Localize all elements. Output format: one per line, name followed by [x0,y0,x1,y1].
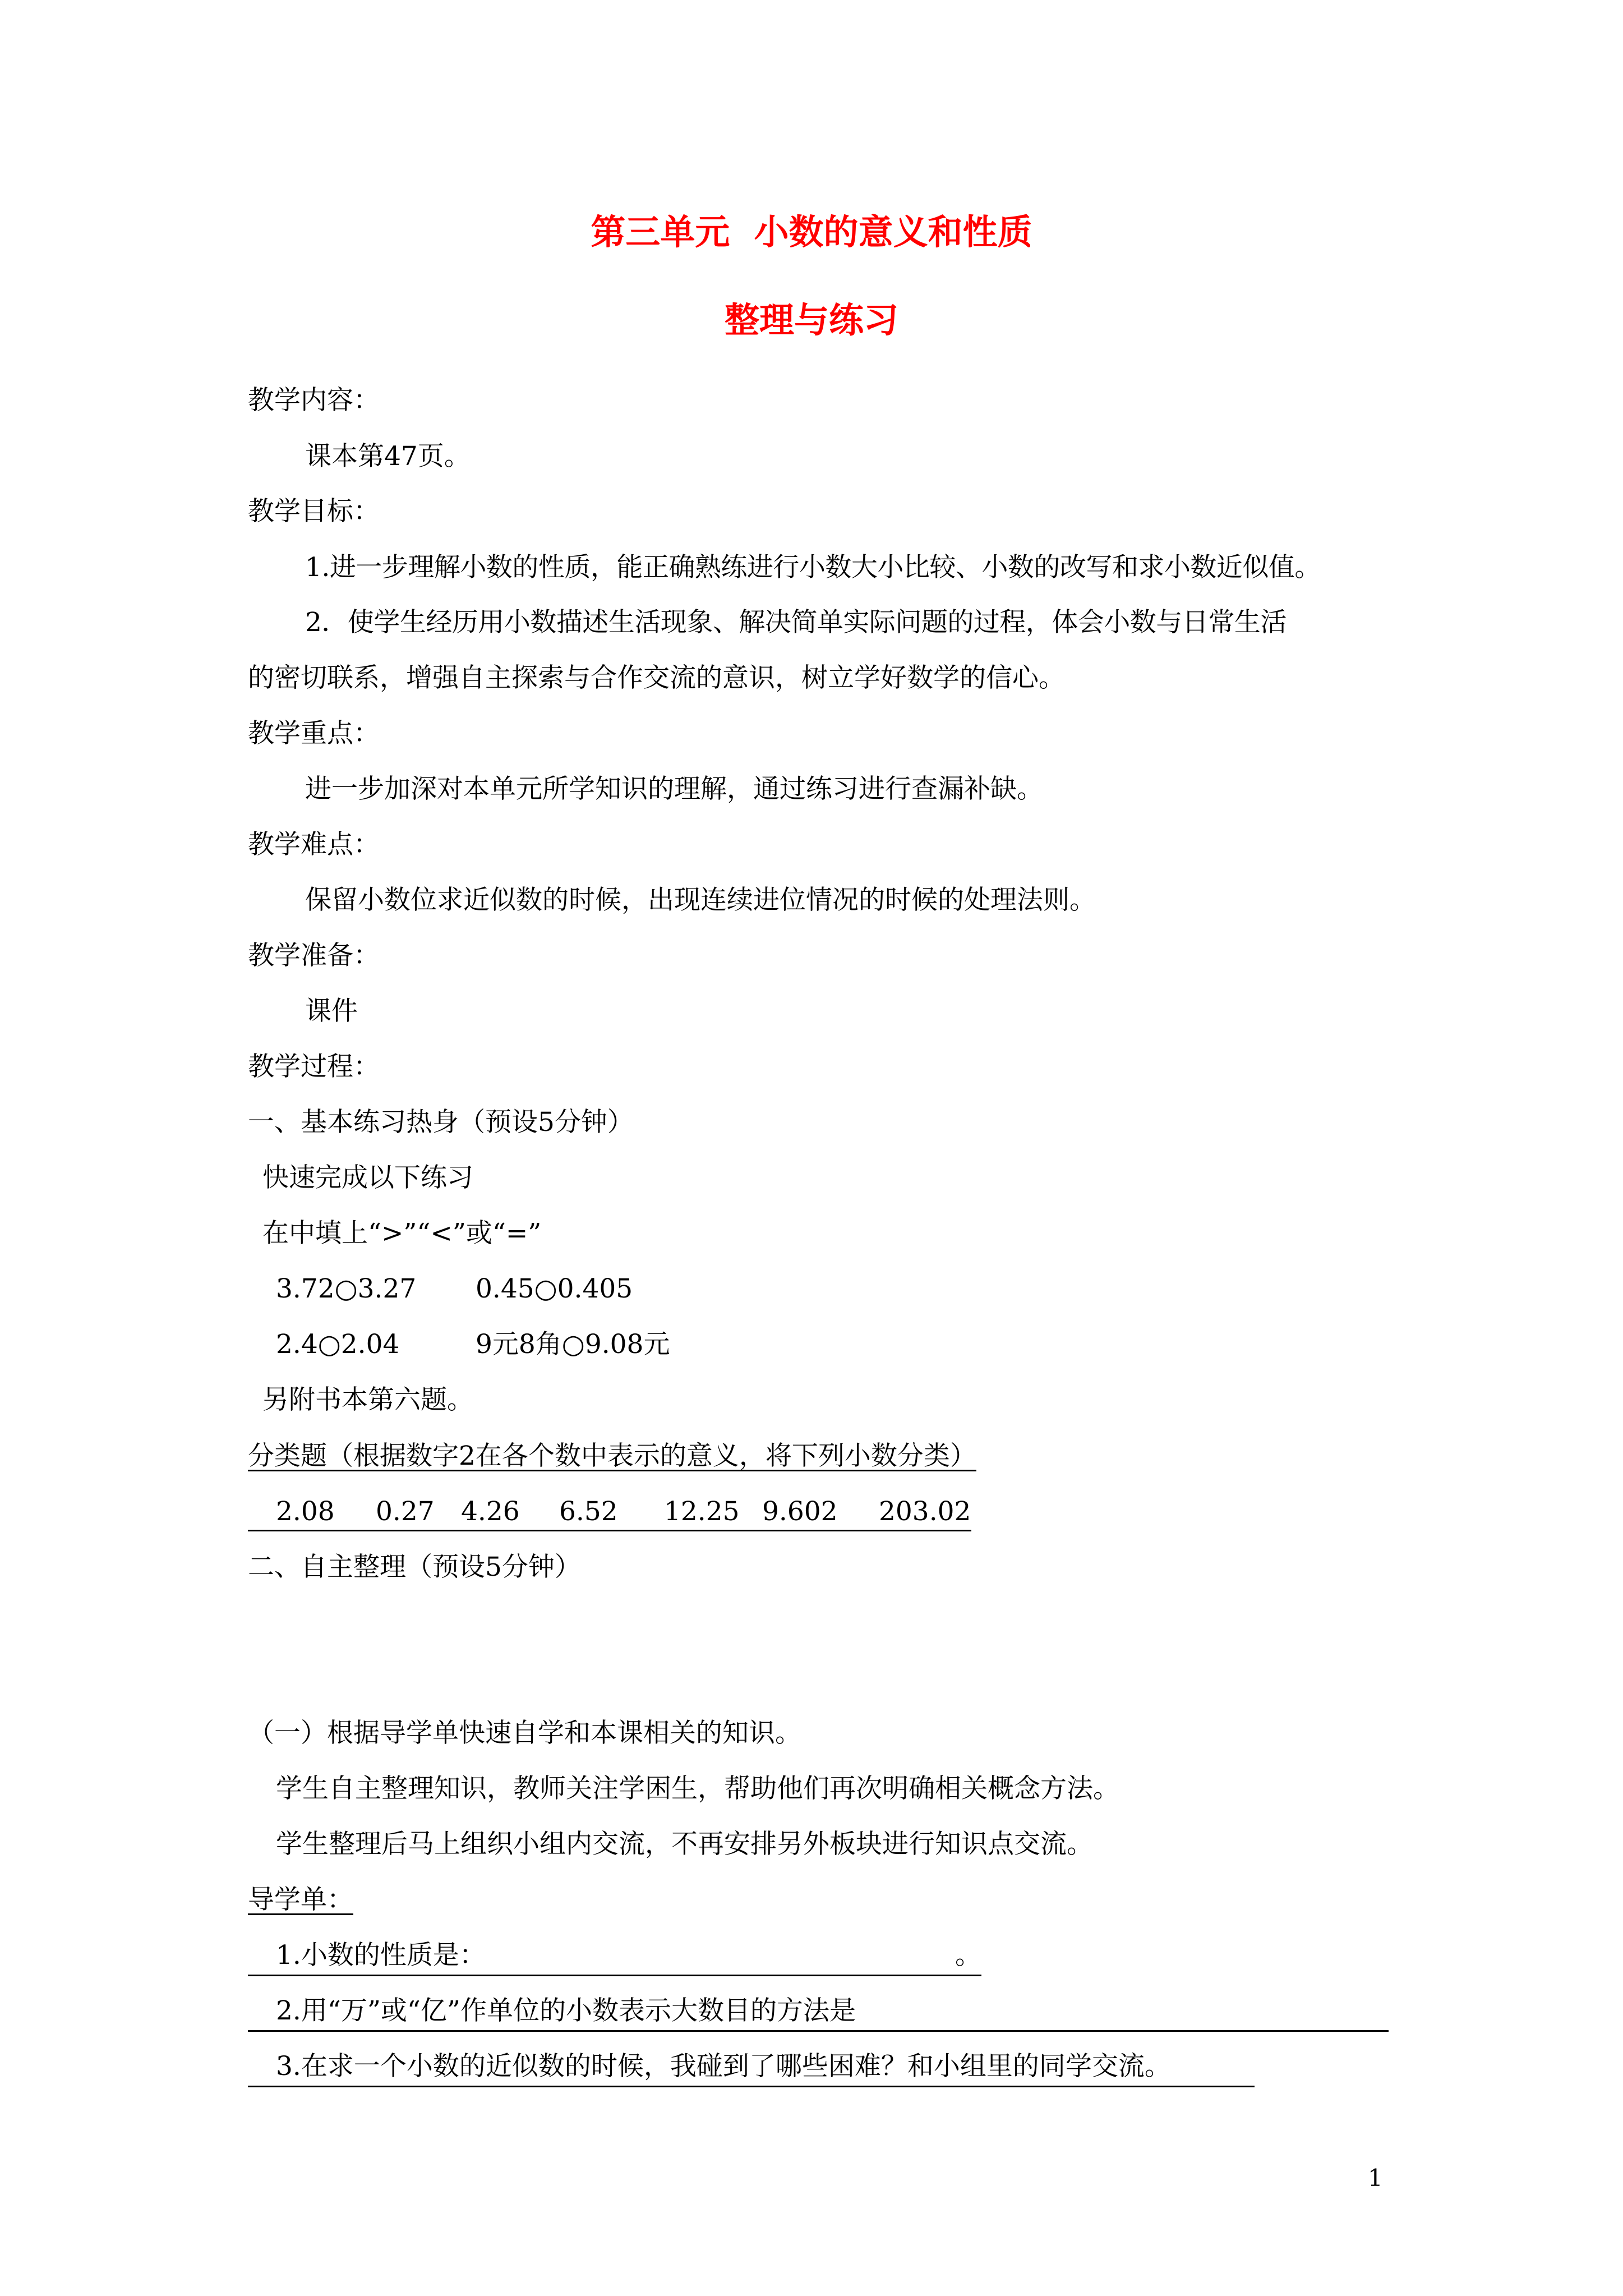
guide-item-2-underline [248,2030,1389,2032]
part1-heading: 一、基本练习热身（预设5分钟） [248,1107,634,1138]
goal-1: 1.进一步理解小数的性质，能正确熟练进行小数大小比较、小数的改写和求小数近似值。 [305,552,1321,583]
difficulty-body: 保留小数位求近似数的时候，出现连续进位情况的时候的处理法则。 [305,885,1096,915]
part1-line-3: 另附书本第六题。 [262,1384,473,1415]
number-item: 12.25 [664,1496,740,1527]
part1-line-2: 在中填上“>”“<”或“=” [262,1218,542,1249]
preparation-body: 课件 [305,996,358,1027]
part1-line-1: 快速完成以下练习 [262,1162,473,1193]
guide-item-3: 3.在求一个小数的近似数的时候，我碰到了哪些困难？和小组里的同学交流。 [276,2051,1171,2082]
guide-heading: 导学单： [248,1884,353,1915]
guide-item-1: 1.小数的性质是： [276,1940,486,1971]
part2-line-1: 学生自主整理知识，教师关注学困生，帮助他们再次明确相关概念方法。 [276,1773,1119,1804]
number-item: 9.602 [762,1496,838,1527]
number-item: 2.08 [276,1496,335,1527]
compare-2: 0.45○0.405 [476,1273,633,1304]
classify-instruction: 分类题（根据数字2在各个数中表示的意义，将下列小数分类） [248,1441,976,1471]
goals-heading: 教学目标： [248,496,380,527]
process-heading: 教学过程： [248,1051,380,1082]
guide-item-1-end: 。 [955,1940,981,1971]
compare-4: 9元8角○9.08元 [476,1329,670,1360]
page-number: 1 [1368,2164,1383,2192]
part2-heading: 二、自主整理（预设5分钟） [248,1552,581,1582]
key-heading: 教学重点： [248,718,380,749]
compare-3: 2.4○2.04 [276,1329,400,1360]
preparation-heading: 教学准备： [248,940,380,971]
key-body: 进一步加深对本单元所学知识的理解，通过练习进行查漏补缺。 [305,774,1043,804]
guide-item-2: 2.用“万”或“亿”作单位的小数表示大数目的方法是 [276,1995,856,2026]
part2-line-2: 学生整理后马上组织小组内交流，不再安排另外板块进行知识点交流。 [276,1829,1093,1860]
number-item: 6.52 [559,1496,618,1527]
guide-item-3-underline [248,2086,1255,2087]
number-item: 203.02 [879,1496,971,1527]
document-subtitle: 整理与练习 [724,300,898,341]
classify-numbers [248,1498,971,1532]
compare-1: 3.72○3.27 [276,1273,417,1304]
part2-subheading: （一）根据导学单快速自学和本课相关的知识。 [248,1718,801,1749]
content-heading: 教学内容： [248,385,380,416]
content-body: 课本第47页。 [305,441,471,472]
guide-item-1-underline [248,1975,981,1976]
goal-2-line-1: 2．使学生经历用小数描述生活现象、解决简单实际问题的过程，体会小数与日常生活 [305,607,1287,638]
numbers-underline [248,1530,971,1531]
document-title: 第三单元 小数的意义和性质 [591,211,1032,252]
goal-2-line-2: 的密切联系，增强自主探索与合作交流的意识，树立学好数学的信心。 [248,662,1065,693]
difficulty-heading: 教学难点： [248,829,380,860]
number-item: 0.27 [376,1496,435,1527]
number-item: 4.26 [461,1496,520,1527]
